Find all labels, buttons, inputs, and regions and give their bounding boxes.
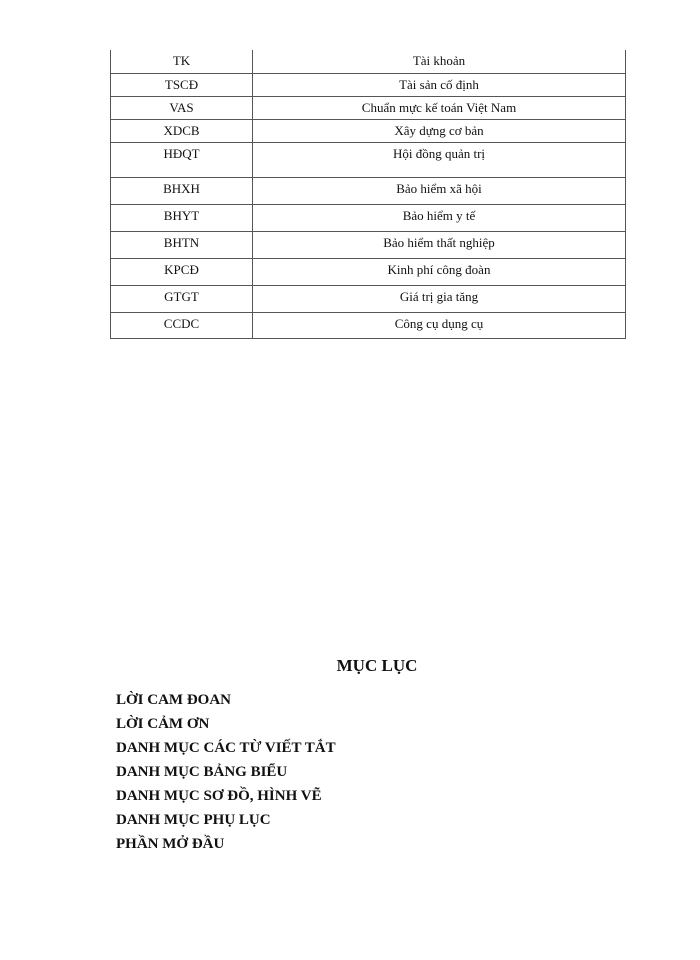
meaning-cell: Kinh phí công đoàn — [253, 258, 626, 285]
meaning-cell: Xây dựng cơ bản — [253, 119, 626, 142]
abbreviation-cell: TSCĐ — [111, 73, 253, 96]
meaning-cell: Chuẩn mực kế toán Việt Nam — [253, 96, 626, 119]
meaning-cell: Hội đồng quản trị — [253, 142, 626, 177]
meaning-cell: Bảo hiểm y tế — [253, 204, 626, 231]
abbreviation-cell: VAS — [111, 96, 253, 119]
table-row — [111, 177, 626, 204]
table-row — [111, 258, 626, 285]
table-row — [111, 50, 626, 73]
abbreviation-cell: CCDC — [111, 312, 253, 338]
table-row — [111, 285, 626, 312]
table-row — [111, 312, 626, 338]
meaning-cell: Bảo hiểm thất nghiệp — [253, 231, 626, 258]
abbreviation-cell: XDCB — [111, 119, 253, 142]
abbreviation-cell: BHYT — [111, 204, 253, 231]
toc-title: MỤC LỤC — [336, 656, 418, 675]
meaning-cell: Tài khoản — [253, 50, 626, 73]
table-row — [111, 142, 626, 177]
toc-item[interactable]: PHẦN MỞ ĐẦU — [116, 836, 225, 852]
abbreviation-cell: BHXH — [111, 177, 253, 204]
abbreviation-cell: BHTN — [111, 231, 253, 258]
meaning-cell: Công cụ dụng cụ — [253, 312, 626, 338]
abbreviation-cell: HĐQT — [111, 142, 253, 177]
abbreviation-table — [110, 50, 626, 339]
table-of-contents — [0, 654, 700, 856]
toc-item[interactable]: DANH MỤC CÁC TỪ VIẾT TẮT — [116, 740, 336, 756]
toc-item[interactable]: LỜI CẢM ƠN — [116, 716, 210, 732]
abbreviation-cell: GTGT — [111, 285, 253, 312]
toc-item[interactable]: LỜI CAM ĐOAN — [116, 692, 231, 708]
toc-item[interactable]: DANH MỤC PHỤ LỤC — [116, 812, 271, 828]
table-row — [111, 96, 626, 119]
table-row — [111, 204, 626, 231]
toc-list — [0, 688, 700, 856]
abbreviation-cell: TK — [111, 50, 253, 73]
table-row — [111, 119, 626, 142]
table-row — [111, 231, 626, 258]
meaning-cell: Giá trị gia tăng — [253, 285, 626, 312]
meaning-cell: Tài sản cố định — [253, 73, 626, 96]
meaning-cell: Bảo hiểm xã hội — [253, 177, 626, 204]
toc-item[interactable]: DANH MỤC SƠ ĐỒ, HÌNH VẼ — [116, 788, 322, 804]
table-row — [111, 73, 626, 96]
abbreviation-cell: KPCĐ — [111, 258, 253, 285]
toc-item[interactable]: DANH MỤC BẢNG BIỂU — [116, 764, 288, 780]
